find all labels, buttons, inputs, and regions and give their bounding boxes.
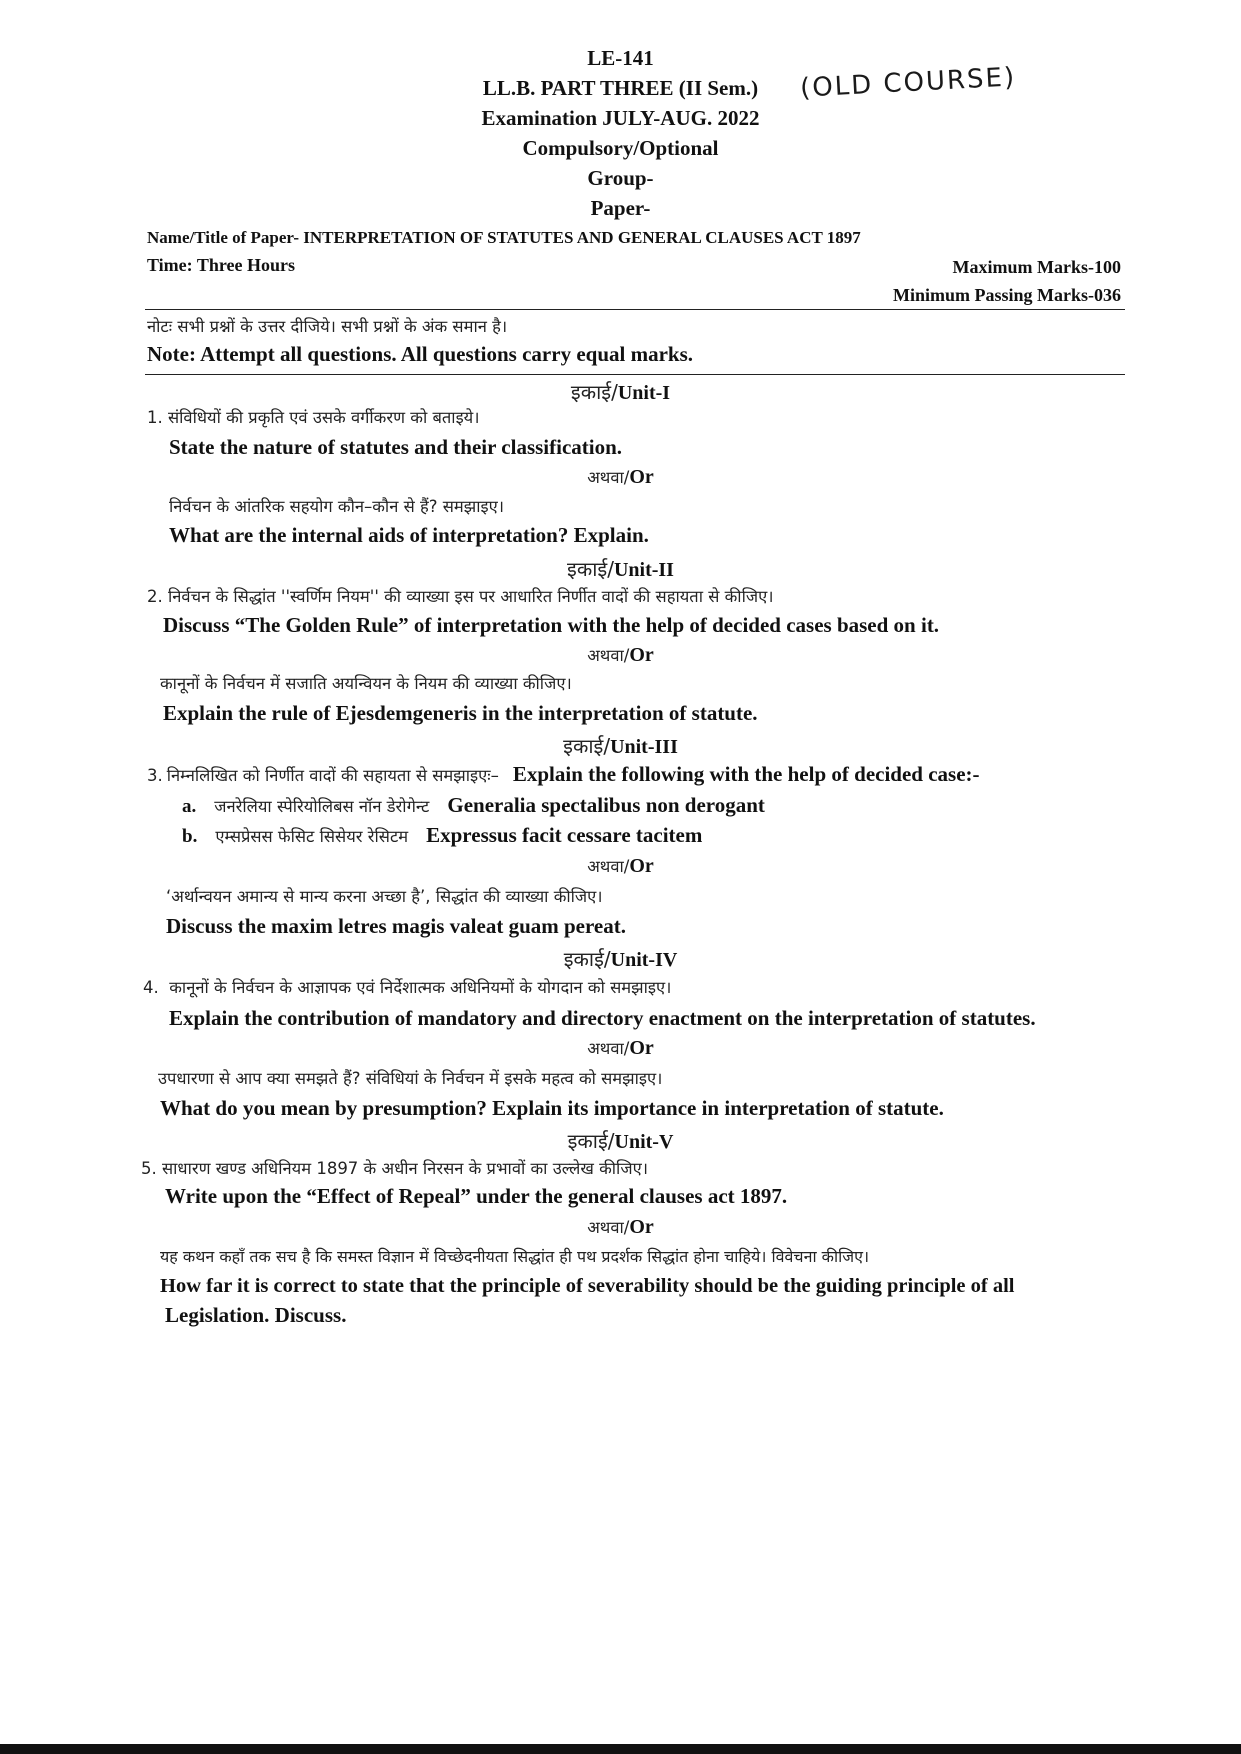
unit-heading-4: इकाई/Unit-IV: [563, 947, 678, 971]
q3-alt-english: Discuss the maxim letres magis valeat guam pereat.: [166, 914, 626, 938]
divider-top: [145, 309, 1125, 310]
q4-english: Explain the contribution of mandatory and directory enactment on the interpretation of statutes.: [169, 1006, 1036, 1030]
or-separator: अथवा/Or: [587, 1216, 654, 1238]
time-allowed: Time: Three Hours: [147, 255, 295, 275]
or-separator: अथवा/Or: [587, 855, 654, 877]
scan-edge: [0, 1744, 1241, 1754]
q3-hindi: निम्नलिखित को निर्णीत वादों की सहायता से समझाइएः–: [166, 766, 499, 785]
q4-alt-english: What do you mean by presumption? Explain its importance in interpretation of statute.: [160, 1096, 944, 1120]
handwritten-note: (OLD COURSE): [799, 62, 1017, 104]
maximum-marks: Maximum Marks-100: [952, 257, 1121, 277]
paper-code: LE-141: [587, 46, 654, 70]
q2-english: Discuss “The Golden Rule” of interpretation with the help of decided cases based on it.: [163, 613, 940, 637]
q5-english: Write upon the “Effect of Repeal” under the general clauses act 1897.: [165, 1184, 788, 1208]
q1-alt-hindi: निर्वचन के आंतरिक सहयोग कौन–कौन से हैं? समझाइए।: [169, 497, 505, 516]
unit-heading-5: इकाई/Unit-V: [567, 1129, 674, 1153]
unit-heading-1: इकाई/Unit-I: [570, 380, 671, 404]
group-label: Group-: [587, 166, 654, 190]
or-separator: अथवा/Or: [587, 1037, 654, 1059]
q3-sub-b: b. एम्सप्रेसस फेसिट सिसेयर रेसिटम Expressus facit cessare tacitem: [182, 823, 703, 847]
unit-heading-2: इकाई/Unit-II: [567, 557, 674, 581]
paper-type: Compulsory/Optional: [522, 136, 719, 160]
paper-title-text: INTERPRETATION OF STATUTES AND GENERAL CLAUSES ACT 1897: [303, 228, 861, 247]
or-separator: अथवा/Or: [587, 644, 654, 666]
q3-alt-hindi: ‘अर्थान्वयन अमान्य से मान्य करना अच्छा है’, सिद्धांत की व्याख्या कीजिए।: [166, 887, 603, 906]
q5-alt-english-line2: Legislation. Discuss.: [165, 1303, 347, 1327]
q5-hindi: 5. साधारण खण्ड अधिनियम 1897 के अधीन निरसन के प्रभावों का उल्लेख कीजिए।: [141, 1159, 648, 1178]
q1-hindi: 1. संविधियों की प्रकृति एवं उसके वर्गीकरण को बताइये।: [147, 408, 480, 427]
divider-bottom: [145, 374, 1125, 375]
note-hindi: नोटः सभी प्रश्नों के उत्तर दीजिये। सभी प्रश्नों के अंक समान है।: [147, 317, 508, 336]
paper-title-label: Name/Title of Paper-: [147, 228, 300, 247]
q3-english: Explain the following with the help of decided case:-: [512, 762, 980, 786]
q5-alt-hindi: यह कथन कहाँ तक सच है कि समस्त विज्ञान में विच्छेदनीयता सिद्धांत ही पथ प्रदर्शक सिद्धांत होना चाहिये। विवेचना कीजिए।: [160, 1247, 870, 1266]
minimum-marks: Minimum Passing Marks-036: [892, 285, 1121, 305]
note-english: Note: Attempt all questions. All questions carry equal marks.: [147, 342, 693, 366]
q2-hindi: 2. निर्वचन के सिद्धांत ''स्वर्णिम नियम'' की व्याख्या इस पर आधारित निर्णीत वादों की सहायता से कीजिए।: [147, 587, 774, 606]
q1-english: State the nature of statutes and their classification.: [169, 435, 623, 459]
or-separator: अथवा/Or: [587, 466, 654, 488]
unit-heading-3: इकाई/Unit-III: [563, 734, 678, 758]
q5-alt-english-line1: How far it is correct to state that the principle of severability should be the guiding principle of all: [160, 1275, 1015, 1297]
program-title: LL.B. PART THREE (II Sem.): [482, 76, 759, 100]
q3-sub-a: a. जनरेलिया स्पेरियोलिबस नॉन डेरोगेन्ट Generalia spectalibus non derogant: [182, 793, 765, 817]
q1-alt-english: What are the internal aids of interpretation? Explain.: [169, 523, 649, 547]
q3-prompt: 3. निम्नलिखित को निर्णीत वादों की सहायता से समझाइएः– Explain the following with the help of decided case:-: [147, 762, 980, 786]
paper-label: Paper-: [590, 196, 651, 220]
exam-session: Examination JULY-AUG. 2022: [481, 106, 760, 130]
paper-title: [147, 228, 861, 248]
q2-alt-english: Explain the rule of Ejesdemgeneris in the interpretation of statute.: [163, 701, 758, 725]
q4-hindi: 4. कानूनों के निर्वचन के आज्ञापक एवं निर्देशात्मक अधिनियमों के योगदान को समझाइए।: [143, 978, 672, 997]
q4-alt-hindi: उपधारणा से आप क्या समझते हैं? संविधियां के निर्वचन में इसके महत्व को समझाइए।: [158, 1069, 663, 1088]
q2-alt-hindi: कानूनों के निर्वचन में सजाति अयन्वियन के नियम की व्याख्या कीजिए।: [160, 674, 572, 693]
